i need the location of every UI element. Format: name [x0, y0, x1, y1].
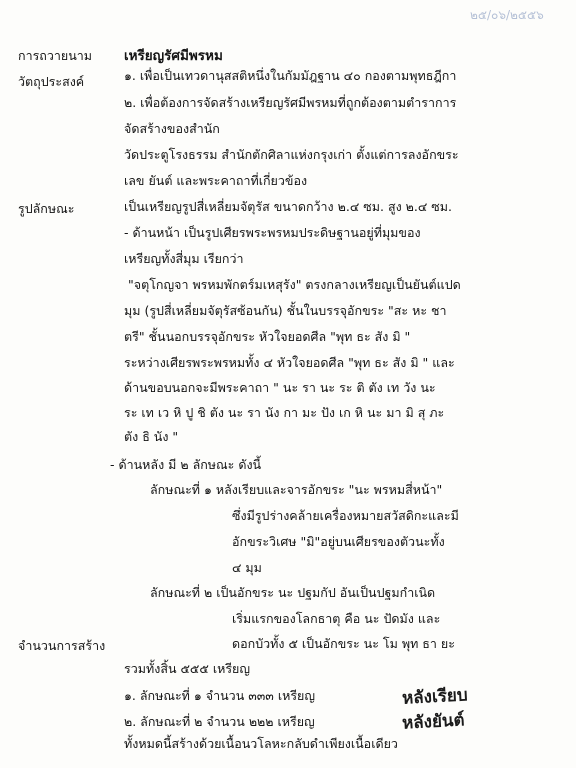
label-appearance: รูปลักษณะ — [18, 201, 75, 216]
appearance-line-18: ดอกบัวทั้ง ๕ เป็นอักขระ นะ โม พุท ธา ยะ — [232, 636, 455, 651]
label-purpose: วัตถุประสงค์ — [18, 74, 85, 89]
label-quantity: จำนวนการสร้าง — [18, 638, 106, 653]
appearance-line-13: ซึ่งมีรูปร่างคล้ายเครื่องหมายสวัสดิกะและมี — [232, 508, 459, 523]
purpose-line-1: ๑. เพื่อเป็นเทวดานุสสติหนึ่งในกัมมัฎฐาน ๔๐ กองตามพุทธฎีกา — [124, 68, 457, 83]
quantity-type-1: ๑. ลักษณะที่ ๑ จำนวน ๓๓๓ เหรียญ — [124, 688, 316, 703]
appearance-line-15: ๔ มุม — [232, 560, 262, 575]
purpose-line-2: ๒. เพื่อต้องการจัดสร้างเหรียญรัศมีพรหมที่ถูกต้องตามตำราการ — [124, 95, 457, 110]
appearance-line-5: มุม (รูปสี่เหลี่ยมจัตุรัสซ้อนกัน) ชั้นในบรรจุอักขระ "สะ หะ ชา — [124, 303, 447, 318]
appearance-line-10: ตัง ธิ นัง " — [124, 429, 179, 444]
date-stamp: ๒๕/๐๖/๒๕๕๖ — [470, 8, 544, 22]
appearance-line-7: ระหว่างเศียรพระพรหมทั้ง ๔ หัวใจยอดศีล "พุท ธะ สัง มิ " และ — [124, 355, 455, 370]
appearance-line-6: ตรี" ชั้นนอกบรรจุอักขระ หัวใจยอดศีล "พุท ธะ สัง มิ " — [124, 329, 411, 344]
appearance-line-8: ด้านขอบนอกจะมีพระคาถา " นะ รา นะ ระ ติ ตัง เท วัง นะ — [124, 380, 436, 395]
appearance-line-4: "จตุโกญจา พรหมพักตร์มเหสุรัง" ตรงกลางเหรียญเป็นยันต์แปด — [128, 277, 461, 292]
appearance-line-9: ระ เท เว หิ ปู ชิ ตัง นะ รา นัง กา มะ ปัง เก หิ นะ มา มิ สุ ภะ — [124, 405, 445, 420]
label-ceremony: การถวายนาม — [18, 48, 93, 63]
appearance-line-14: อักขระวิเศษ "มิ"อยู่บนเศียรของตัวนะทั้ง — [232, 534, 445, 549]
coin-title: เหรียญรัศมีพรหม — [124, 48, 223, 64]
appearance-line-11: - ด้านหลัง มี ๒ ลักษณะ ดังนี้ — [110, 457, 262, 472]
purpose-line-4: วัดประตูโรงธรรม สำนักตักศิลาแห่งกรุงเก่า ตั้งแต่การลงอักขระ — [124, 147, 459, 162]
purpose-line-3: จัดสร้างของสำนัก — [124, 121, 220, 136]
quantity-material: ทั้งหมดนี้สร้างด้วยเนื้อนวโลหะกลับดำเพียงเนื้อเดียว — [124, 736, 398, 751]
appearance-line-1: เป็นเหรียญรูปสี่เหลี่ยมจัตุรัส ขนาดกว้าง ๒.๔ ซม. สูง ๒.๔ ซม. — [124, 199, 453, 214]
quantity-type-2: ๒. ลักษณะที่ ๒ จำนวน ๒๒๒ เหรียญ — [124, 714, 315, 729]
appearance-line-2: - ด้านหน้า เป็นรูปเศียรพระพรหมประดิษฐานอยู่ที่มุมของ — [124, 225, 421, 240]
appearance-line-12: ลักษณะที่ ๑ หลังเรียบและจารอักขระ "นะ พรหมสี่หน้า" — [150, 482, 443, 497]
purpose-line-5: เลข ยันต์ และพระคาถาที่เกี่ยวข้อง — [124, 173, 308, 188]
appearance-line-3: เหรียญทั้งสี่มุม เรียกว่า — [124, 251, 244, 266]
appearance-line-17: เริ่มแรกของโลกธาตุ คือ นะ ปัดมัง และ — [232, 611, 441, 626]
quantity-total: รวมทั้งสิ้น ๕๕๕ เหรียญ — [124, 661, 251, 676]
appearance-line-16: ลักษณะที่ ๒ เป็นอักขระ นะ ปฐมกัป อันเป็นปฐมกำเนิด — [150, 585, 436, 600]
handwritten-note-1: หลังเรียบ — [401, 685, 469, 709]
handwritten-note-2: หลังยันต์ — [401, 710, 466, 734]
